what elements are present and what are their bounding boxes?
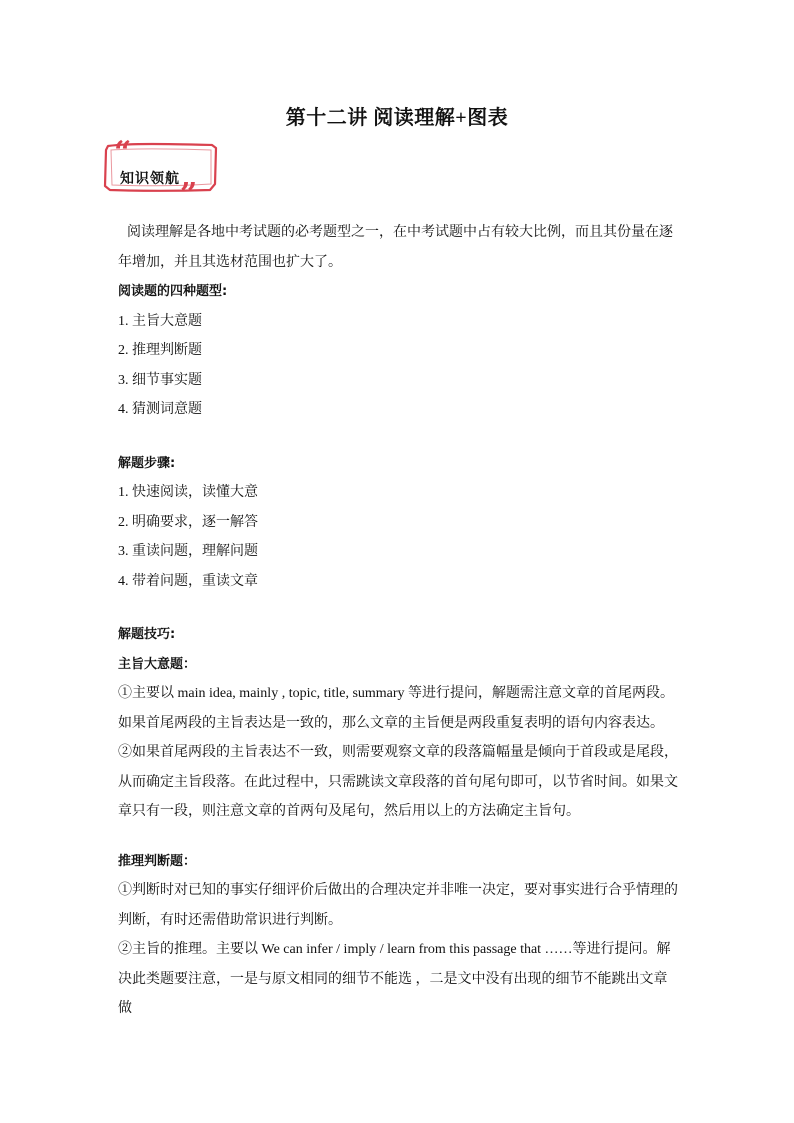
types-heading: 阅读题的四种题型: <box>118 284 228 299</box>
list-item: 1. 主旨大意题 <box>118 313 202 329</box>
steps-heading: 解题步骤: <box>118 455 176 471</box>
main-idea-paragraph-2: ②如果首尾两段的主旨表达不一致，则需要观察文章的段落篇幅量是倾向于首段或是尾段，从而确定主旨段落。在此过程中，只需跳读文章段落的首句尾句即可，以节省时间。如果文章只有一段，则注意文章的首两句及尾句，然后用以上的方法确定主旨句。 <box>118 745 678 819</box>
list-item: 4. 带着问题，重读文章 <box>118 573 258 589</box>
knowledge-badge <box>100 132 222 196</box>
list-item: 3. 细节事实题 <box>118 372 202 388</box>
page-title: 第十二讲 阅读理解+图表 <box>285 107 509 129</box>
inference-heading: 推理判断题： <box>118 853 197 869</box>
open-quote-icon: “ <box>114 135 132 170</box>
spacer <box>118 596 678 620</box>
list-item: 2. 推理判断题 <box>118 343 202 358</box>
inference-paragraph-1: ①判断时对已知的事实仔细评价后做出的合理决定并非唯一决定，要对事实进行合乎情理的判断，有时还需借助常识进行判断。 <box>118 883 678 928</box>
close-quote-icon: ” <box>180 177 198 196</box>
list-item: 3. 重读问题，理解问题 <box>118 544 258 559</box>
list-item: 2. 明确要求，逐一解答 <box>118 514 258 530</box>
skills-heading: 解题技巧: <box>118 627 176 642</box>
badge-label: 知识领航 <box>120 171 180 187</box>
inference-paragraph-2: ②主旨的推理。主要以 We can infer / imply / learn from this passage that ……等进行提问。解决此类题要注意，一是与原文相同的细节不能选 ，二是文中没有出现的细节不能跳出文章做 <box>118 942 671 1016</box>
list-item: 1. 快速阅读，读懂大意 <box>118 485 258 500</box>
list-item: 4. 猜测词意题 <box>118 402 202 417</box>
intro-paragraph: 阅读理解是各地中考试题的必考题型之一，在中考试题中占有较大比例，而且其份量在逐年增加，并且其选材范围也扩大了。 <box>118 225 673 270</box>
spacer <box>118 827 678 847</box>
main-idea-heading: 主旨大意题： <box>118 656 197 672</box>
main-idea-paragraph-1: ①主要以 main idea, mainly , topic, title, summary 等进行提问，解题需注意文章的首尾两段。如果首尾两段的主旨表达是一致的，那么文章的主旨便是两段重复表明的语句内容表达。 <box>118 686 675 731</box>
document-body <box>118 218 678 1024</box>
spacer <box>118 425 678 449</box>
